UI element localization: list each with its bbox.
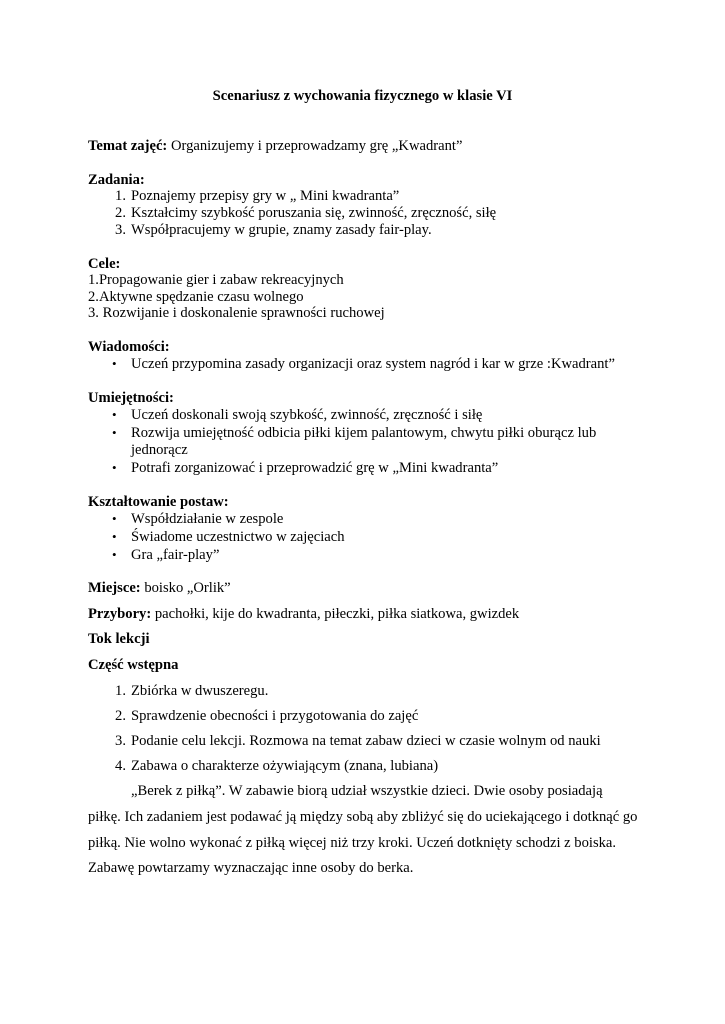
bullet-icon: •: [112, 529, 117, 544]
bullet-icon: •: [112, 356, 117, 371]
step-number: 4.: [115, 758, 126, 774]
game-description-line: Zabawę powtarzamy wyznaczając inne osoby do berka.: [88, 860, 414, 876]
bullet-icon: •: [112, 425, 117, 440]
lesson-course-heading: Tok lekcji: [88, 631, 150, 647]
game-description-line: „Berek z piłką”. W zabawie biorą udział wszystkie dzieci. Dwie osoby posiadają: [131, 783, 603, 799]
equipment-text: pachołki, kije do kwadranta, piłeczki, piłka siatkowa, gwizdek: [151, 606, 520, 622]
step-item: [104, 682, 269, 700]
equipment-label: Przybory:: [88, 606, 152, 622]
tasks-heading: Zadania:: [88, 172, 145, 188]
task-text: Kształcimy szybkość poruszania się, zwinność, zręczność, siłę: [131, 205, 497, 221]
bullet-icon: •: [112, 407, 117, 422]
knowledge-heading: Wiadomości:: [88, 339, 170, 355]
task-text: Współpracujemy w grupie, znamy zasady fair-play.: [131, 222, 432, 238]
task-number: 3.: [115, 222, 126, 238]
task-number: 1.: [115, 188, 126, 204]
bullet-icon: •: [112, 547, 117, 562]
attitudes-heading: Kształtowanie postaw:: [88, 494, 229, 510]
goal-item: 2.Aktywne spędzanie czasu wolnego: [88, 289, 304, 305]
step-number: 2.: [115, 708, 126, 724]
place-line: [88, 579, 231, 597]
attitude-text: Gra „fair-play”: [131, 547, 220, 563]
bullet-icon: •: [112, 511, 117, 526]
goal-item: 3. Rozwijanie i doskonalenie sprawności ruchowej: [88, 305, 385, 321]
topic-label: Temat zajęć:: [88, 138, 168, 154]
attitude-text: Świadome uczestnictwo w zajęciach: [131, 529, 345, 545]
skill-text: Rozwija umiejętność odbicia piłki kijem palantowym, chwytu piłki oburącz lub: [131, 425, 597, 441]
step-text: Zbiórka w dwuszeregu.: [131, 683, 269, 699]
step-item: [104, 757, 439, 775]
knowledge-text: Uczeń przypomina zasady organizacji oraz system nagród i kar w grze :Kwadrant”: [131, 356, 615, 372]
step-item: [104, 707, 419, 725]
skill-text: Potrafi zorganizować i przeprowadzić grę w „Mini kwadranta”: [131, 460, 499, 476]
game-description-line: piłką. Nie wolno wykonać z piłką więcej niż trzy kroki. Uczeń dotknięty schodzi z boiska.: [88, 835, 617, 851]
step-text: Sprawdzenie obecności i przygotowania do zajęć: [131, 708, 419, 724]
step-item: [104, 732, 601, 750]
task-number: 2.: [115, 205, 126, 221]
game-description-line: piłkę. Ich zadaniem jest podawać ją między sobą aby zbliżyć się do uciekającego i dotknąć go: [88, 809, 638, 825]
step-number: 1.: [115, 683, 126, 699]
step-number: 3.: [115, 733, 126, 749]
place-label: Miejsce:: [88, 580, 141, 596]
task-item: [104, 187, 400, 205]
step-text: Zabawa o charakterze ożywiającym (znana, lubiana): [131, 758, 439, 774]
document-title: Scenariusz z wychowania fizycznego w klasie VI: [212, 88, 513, 104]
task-item: [104, 204, 497, 222]
step-text: Podanie celu lekcji. Rozmowa na temat zabaw dzieci w czasie wolnym od nauki: [131, 733, 601, 749]
task-text: Poznajemy przepisy gry w „ Mini kwadranta”: [131, 188, 400, 204]
goals-heading: Cele:: [88, 256, 121, 272]
place-text: boisko „Orlik”: [140, 580, 231, 596]
intro-part-heading: Część wstępna: [88, 657, 179, 673]
goal-item: 1.Propagowanie gier i zabaw rekreacyjnych: [88, 272, 344, 288]
skills-heading: Umiejętności:: [88, 390, 174, 406]
skill-text: Uczeń doskonali swoją szybkość, zwinność, zręczność i siłę: [131, 407, 483, 423]
attitude-text: Współdziałanie w zespole: [131, 511, 284, 527]
topic-line: [88, 137, 462, 155]
equipment-line: [88, 605, 519, 623]
skill-text-continuation: jednorącz: [131, 442, 188, 458]
task-item: [104, 221, 432, 239]
topic-text: Organizujemy i przeprowadzamy grę „Kwadrant”: [167, 138, 463, 154]
bullet-icon: •: [112, 460, 117, 475]
